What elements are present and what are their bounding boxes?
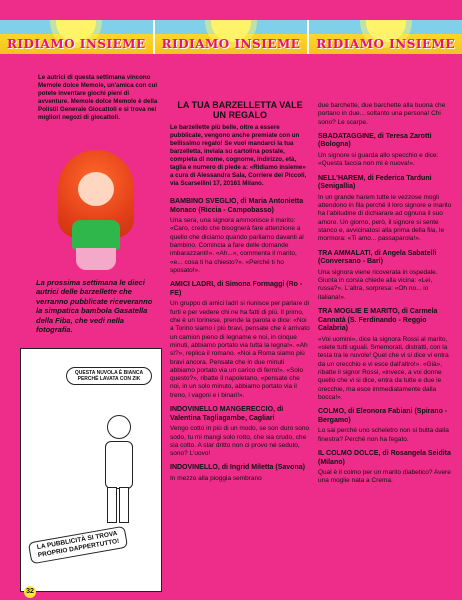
joke-heading: INDOVINELLO, di Ingrid Miletta (Savona) bbox=[170, 464, 305, 472]
right-column bbox=[318, 100, 454, 486]
joke-heading: NELL'HAREM, di Federica Tarduni (Senigallia) bbox=[318, 174, 432, 191]
cartoon-panel bbox=[20, 348, 162, 592]
joke-heading: AMICI LADRI, di Simona Formaggi (Ro - FE) bbox=[170, 281, 303, 297]
doll-photo bbox=[42, 150, 152, 278]
middle-column bbox=[170, 100, 310, 483]
doll-face bbox=[78, 172, 114, 206]
joke-text: Una sera, una signora ammonisce il marito: «Caro, credo che bisognerà fare attenzione a quello che diciamo quando parliamo davanti al bambino. Comincia a fare delle domande imbarazzanti!». «Ah...», commenta il marito, «e... cosa ti ha chiesto?». «Perché ti ho sposato!». bbox=[170, 217, 304, 274]
joke-heading: TRA MOGLIE E MARITO, di Carmela Cannatà (S. Ferdinando - Reggio Calabria) bbox=[318, 308, 438, 333]
cloud-bubble: QUESTA NUVOLA È BIANCA PERCHÉ LAVATA CON ZIK bbox=[66, 367, 152, 385]
banner-cell bbox=[309, 20, 462, 54]
section-title: LA TUA BARZELLETTA VALE UN REGALO bbox=[177, 100, 303, 120]
joke-text: Una signora viene ricoverata in ospedale. Giunta in corsia chiede alla vicina: «Lei, russa?». L'altra, sorpresa: «Oh no... io italiana!». bbox=[318, 268, 438, 301]
banner-cell bbox=[0, 20, 155, 54]
joke-text: due barchette, due barchette alla buona che portano in due... soltanto una persona! Chi sono? Le scarpe. bbox=[318, 102, 446, 126]
joke-heading: BAMBINO SVEGLIO, di Maria Antonietta Monaco (Riccia - Campobasso) bbox=[170, 198, 304, 214]
prize-intro: Le autrici di questa settimana vincono Memole dolce Memole, un'amica con cui potete inventare giochi pieni di avventure. Memole dolce Memole è della Polistil Generale Giocattoli e si trova nei migliori negozi di giocattoli. bbox=[38, 74, 158, 121]
joke-text: Un signore si guarda allo specchio e dice: «Questa faccia non mi è nuova!». bbox=[318, 152, 439, 168]
joke-text: Lo sai perché uno scheletro non si butta dalla finestra? Perché non ha fegato. bbox=[318, 427, 449, 443]
doll-legs bbox=[76, 248, 116, 270]
banner-strip bbox=[0, 20, 462, 54]
page-number: 32 bbox=[24, 586, 36, 598]
doll-body bbox=[72, 220, 120, 250]
joke-heading: IL COLMO DOLCE, di Rosangela Seidita (Milano) bbox=[318, 449, 451, 466]
banner-label: RIDIAMO INSIEME bbox=[6, 37, 146, 51]
joke-heading: SBADATAGGINE, di Teresa Zarotti (Bologna) bbox=[318, 132, 432, 149]
joke-text: Qual è il colmo per un marito diabetico? Avere una moglie nata a Crema. bbox=[318, 469, 451, 485]
joke-heading: COLMO, di Eleonora Fabiani (Spirano - Bergamo) bbox=[318, 408, 448, 424]
photo-caption: La prossima settimana le dieci autrici delle barzellette che verranno pubblicate riceveranno la simpatica bambola Gasatella della Fiba, che vedi nella fotografia. bbox=[36, 278, 153, 335]
banner-label: RIDIAMO INSIEME bbox=[161, 37, 301, 51]
joke-text: In un grande harem tutte le vezzose mogli attendono in fila perché il loro signore e marito ha l'abitudine di dichiarare ad ognuna il suo amore. Un giorno, però, il signore si sente stanco e, avvicinatosi alla prima della fila, le mormora: «Ti amo... passaparola!». bbox=[318, 193, 452, 243]
joke-text: Vengo cotto in più di un modo, se son duro sono sodo, tu mi mangi solo rotto, che sia crudo, che sia cotto. A star dritto non ci provo né seduto, sono? L'uovo! bbox=[170, 425, 310, 458]
joke-text: Un gruppo di amici ladri si riunisce per parlare di furti e per vedere chi ne ha fatti di più. Il primo, che è un torinese, prende la parola e dice: «Noi a Torino siamo i più bravi, pensate che è arrivato un camion pieno di legname e noi, in cinque minuti, abbiamo portato via tutta la legna!». «Ah sì?», replica il romano. «Noi a Roma siamo più bravi ancora. Pensate che in due minuti abbiamo portato via un carico di ferro!». «Solo questo?», ribatte il napoletano, «pensate che noi, in un solo minuto, abbiamo portato via il treno, i vagoni e i binari!». bbox=[170, 300, 310, 399]
joke-text: In mezzo alla pioggia sembrano bbox=[170, 474, 262, 482]
section-intro: Le barzellette più belle, oltre a essere pubblicate, vengono anche premiate con un bellissimo regalo! Se vuoi mandarci la tua barzelletta, inviala su cartolina postale, completa di nome, cognome, indirizzo, età, taglia e numero di piede a: «Ridiamo insieme» a cura di Alessandra Sala, Corriere dei Piccoli, via Scarsellini 17, 20161 Milano. bbox=[170, 124, 307, 187]
cartoon-figure bbox=[99, 415, 139, 525]
joke-heading: TRA AMMALATI, di Angela Sabatelli (Conversano - Bari) bbox=[318, 249, 437, 266]
joke-text: «Voi uomini», dice la signora Rossi al marito, «siete tutti uguali. Smemorati, distratti, con la testa tra le nuvole! Quel che vi si dice vi entra da un orecchio e vi esce dall'altro!». «Già», ribatte il signor Rossi, «invece, a voi donne quello che vi si dice, entra da tutte e due le orecchie, ma esce immediatamente dalla bocca!». bbox=[318, 335, 449, 401]
banner-cell bbox=[155, 20, 310, 54]
banner-label: RIDIAMO INSIEME bbox=[316, 37, 456, 51]
joke-heading: INDOVINELLO MANGERECCIO, di Valentina Tagliagambe, Cagliari bbox=[170, 406, 284, 422]
cartoon-sign: LA PUBBLICITÀ SI TROVA PROPRIO DAPPERTUTTO! bbox=[28, 526, 128, 565]
